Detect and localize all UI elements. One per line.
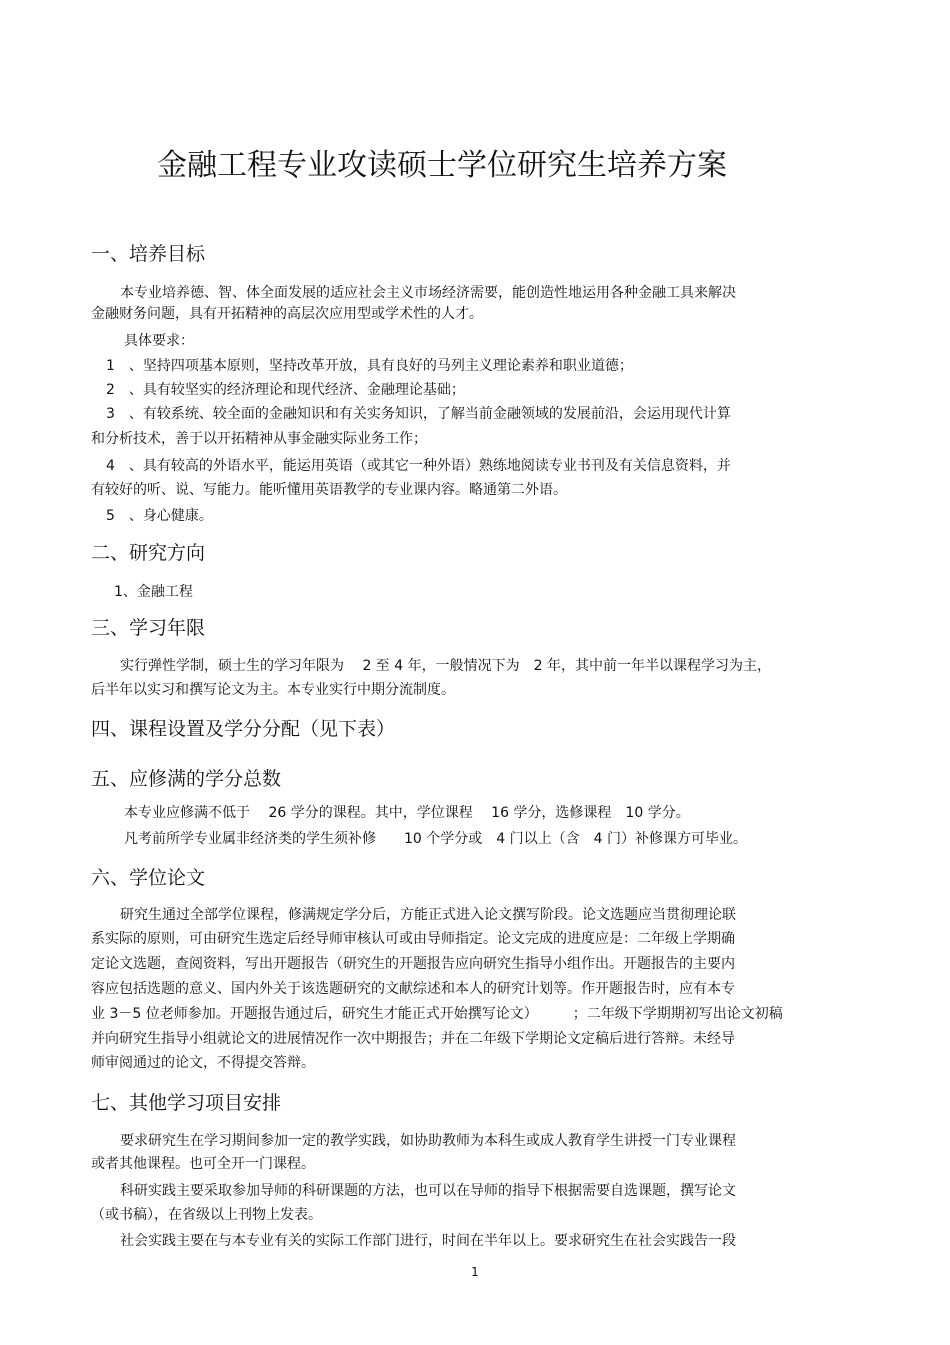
- section-heading-study-duration: 三、学习年限: [91, 617, 206, 639]
- paragraph-line: 容应包括选题的意义、国内外关于该选题研究的文献综述和本人的研究计划等。作开题报告时，应有本专: [91, 981, 735, 997]
- section-heading-course-settings: 四、课程设置及学分分配（见下表）: [91, 718, 396, 740]
- paragraph-line: 和分析技术，善于以开拓精神从事金融实际业务工作；: [91, 431, 427, 447]
- list-item: 5 、身心健康。: [106, 508, 213, 524]
- list-item: 4 、具有较高的外语水平，能运用英语（或其它一种外语）熟练地阅读专业书刊及有关信息资料，并: [106, 458, 731, 474]
- paragraph-line: 科研实践主要采取参加导师的科研课题的方法，也可以在导师的指导下根据需要自选课题，撰写论文: [120, 1183, 736, 1199]
- section-heading-thesis: 六、学位论文: [91, 867, 206, 889]
- paragraph-line: 要求研究生在学习期间参加一定的教学实践，如协助教师为本科生或成人教育学生讲授一门专业课程: [120, 1133, 736, 1149]
- paragraph-line: 凡考前所学专业属非经济类的学生须补修 10 个学分或 4 门以上（含 4 门）补修课方可毕业。: [124, 831, 747, 847]
- paragraph-line: 或者其他课程。也可全开一门课程。: [91, 1156, 315, 1172]
- paragraph-line: 定论文选题，查阅资料，写出开题报告（研究生的开题报告应向研究生指导小组作出。开题报告的主要内: [91, 956, 735, 972]
- paragraph-line: 业 3－5 位老师参加。开题报告通过后，研究生才能正式开始撰写论文） ；二年级下学期期初写出论文初稿: [91, 1006, 783, 1022]
- paragraph-line: 有较好的听、说、写能力。能听懂用英语教学的专业课内容。略通第二外语。: [91, 482, 567, 498]
- section-heading-research-direction: 二、研究方向: [91, 542, 206, 564]
- section-heading-other-arrangements: 七、其他学习项目安排: [91, 1092, 282, 1114]
- section-heading-training-goals: 一、培养目标: [91, 243, 206, 265]
- section-heading-total-credits: 五、应修满的学分总数: [91, 768, 282, 790]
- paragraph-line: 研究生通过全部学位课程，修满规定学分后，方能正式进入论文撰写阶段。论文选题应当贯彻理论联: [120, 907, 736, 923]
- paragraph-line: 并向研究生指导小组就论文的进展情况作一次中期报告；并在二年级下学期论文定稿后进行答辩。未经导: [91, 1031, 735, 1047]
- paragraph-line: （或书稿），在省级以上刊物上发表。: [91, 1207, 322, 1223]
- list-item: 1 、坚持四项基本原则，坚持改革开放，具有良好的马列主义理论素养和职业道德；: [106, 358, 633, 374]
- list-item: 2 、具有较坚实的经济理论和现代经济、金融理论基础；: [106, 382, 465, 398]
- paragraph-line: 社会实践主要在与本专业有关的实际工作部门进行，时间在半年以上。要求研究生在社会实践告一段: [120, 1233, 736, 1249]
- page-number: 1: [471, 1265, 479, 1279]
- paragraph-line: 金融财务问题，具有开拓精神的高层次应用型或学术性的人才。: [91, 306, 483, 322]
- page-title: 金融工程专业攻读硕士学位研究生培养方案: [157, 148, 727, 183]
- list-item: 3 、有较系统、较全面的金融知识和有关实务知识，了解当前金融领域的发展前沿，会运用现代计算: [106, 406, 731, 422]
- paragraph-line: 实行弹性学制，硕士生的学习年限为 2 至 4 年，一般情况下为 2 年，其中前一年半以课程学习为主，: [120, 658, 771, 674]
- list-item: 1、金融工程: [114, 584, 193, 600]
- paragraph-line: 本专业应修满不低于 26 学分的课程。其中，学位课程 16 学分，选修课程 10 学分。: [124, 805, 690, 821]
- paragraph-line: 后半年以实习和撰写论文为主。本专业实行中期分流制度。: [91, 682, 455, 698]
- paragraph-line: 系实际的原则，可由研究生选定后经导师审核认可或由导师指定。论文完成的进度应是：二年级上学期确: [91, 931, 735, 947]
- paragraph-line: 师审阅通过的论文，不得提交答辩。: [91, 1055, 315, 1071]
- paragraph-line: 具体要求：: [124, 333, 194, 349]
- paragraph-line: 本专业培养德、智、体全面发展的适应社会主义市场经济需要，能创造性地运用各种金融工具来解决: [120, 285, 736, 301]
